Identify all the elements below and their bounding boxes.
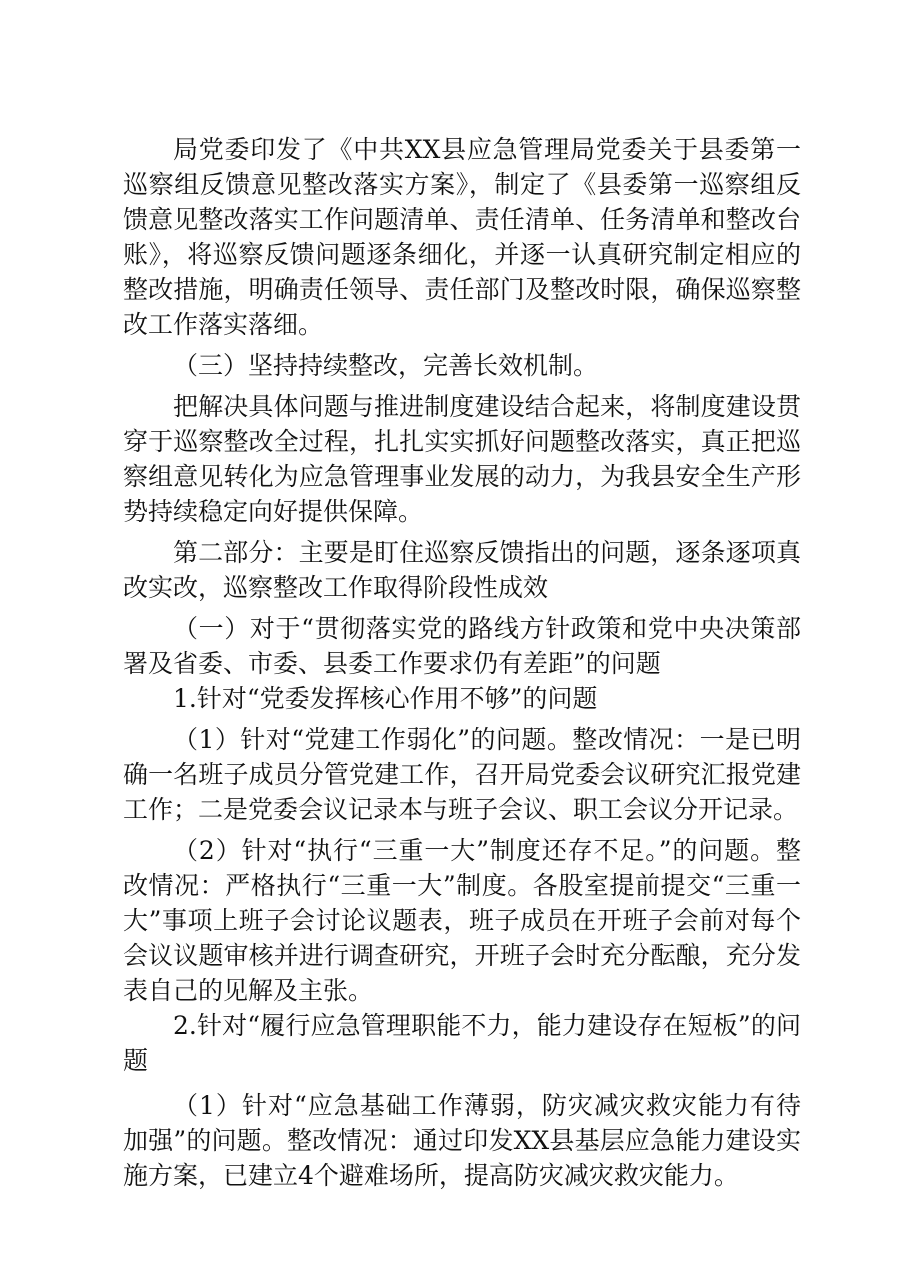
- item-heading-1: 1.针对“党委发挥核心作用不够”的问题: [173, 684, 598, 713]
- document-body: [123, 132, 801, 1193]
- sub-item-1-1: （1）针对“党建工作弱化”的问题。整改情况：一是已明确一名班子成员分管党建工作，召开局党委会议研究汇报党建工作；二是党委会议记录本与班子会议、职工会议分开记录。: [123, 725, 801, 824]
- item-heading-2: 2.针对“履行应急管理职能不力，能力建设存在短板”的问题: [123, 1011, 801, 1075]
- sub-item-1-2: （2）针对“执行“三重一大”制度还存不足。”的问题。整改情况：严格执行“三重一大”制度。各股室提前提交“三重一大”事项上班子会讨论议题表，班子成员在开班子会前对每个会议议题审核并进行调查研究，开班子会时充分酝酿，充分发表自己的见解及主张。: [123, 836, 801, 1005]
- part-two-heading: 第二部分：主要是盯住巡察反馈指出的问题，逐条逐项真改实改，巡察整改工作取得阶段性成效: [123, 538, 801, 602]
- section-heading-one: （一）对于“贯彻落实党的路线方针政策和党中央决策部署及省委、市委、县委工作要求仍有差距”的问题: [123, 614, 801, 678]
- sub-item-2-1: （1）针对“应急基础工作薄弱，防灾减灾救灾能力有待加强”的问题。整改情况：通过印发XX县基层应急能力建设实施方案，已建立4个避难场所，提高防灾减灾救灾能力。: [123, 1091, 801, 1190]
- paragraph-rectification-plan: 局党委印发了《中共XX县应急管理局党委关于县委第一巡察组反馈意见整改落实方案》，制定了《县委第一巡察组反馈意见整改落实工作问题清单、责任清单、任务清单和整改台账》，将巡察反馈问题逐条细化，并逐一认真研究制定相应的整改措施，明确责任领导、责任部门及整改时限，确保巡察整改工作落实落细。: [123, 135, 801, 339]
- section-heading-three: （三）坚持持续整改，完善长效机制。: [173, 351, 599, 380]
- paragraph-long-term-mechanism: 把解决具体问题与推进制度建设结合起来，将制度建设贯穿于巡察整改全过程，扎扎实实抓好问题整改落实，真正把巡察组意见转化为应急管理事业发展的动力，为我县安全生产形势持续稳定向好提供保障。: [123, 392, 801, 526]
